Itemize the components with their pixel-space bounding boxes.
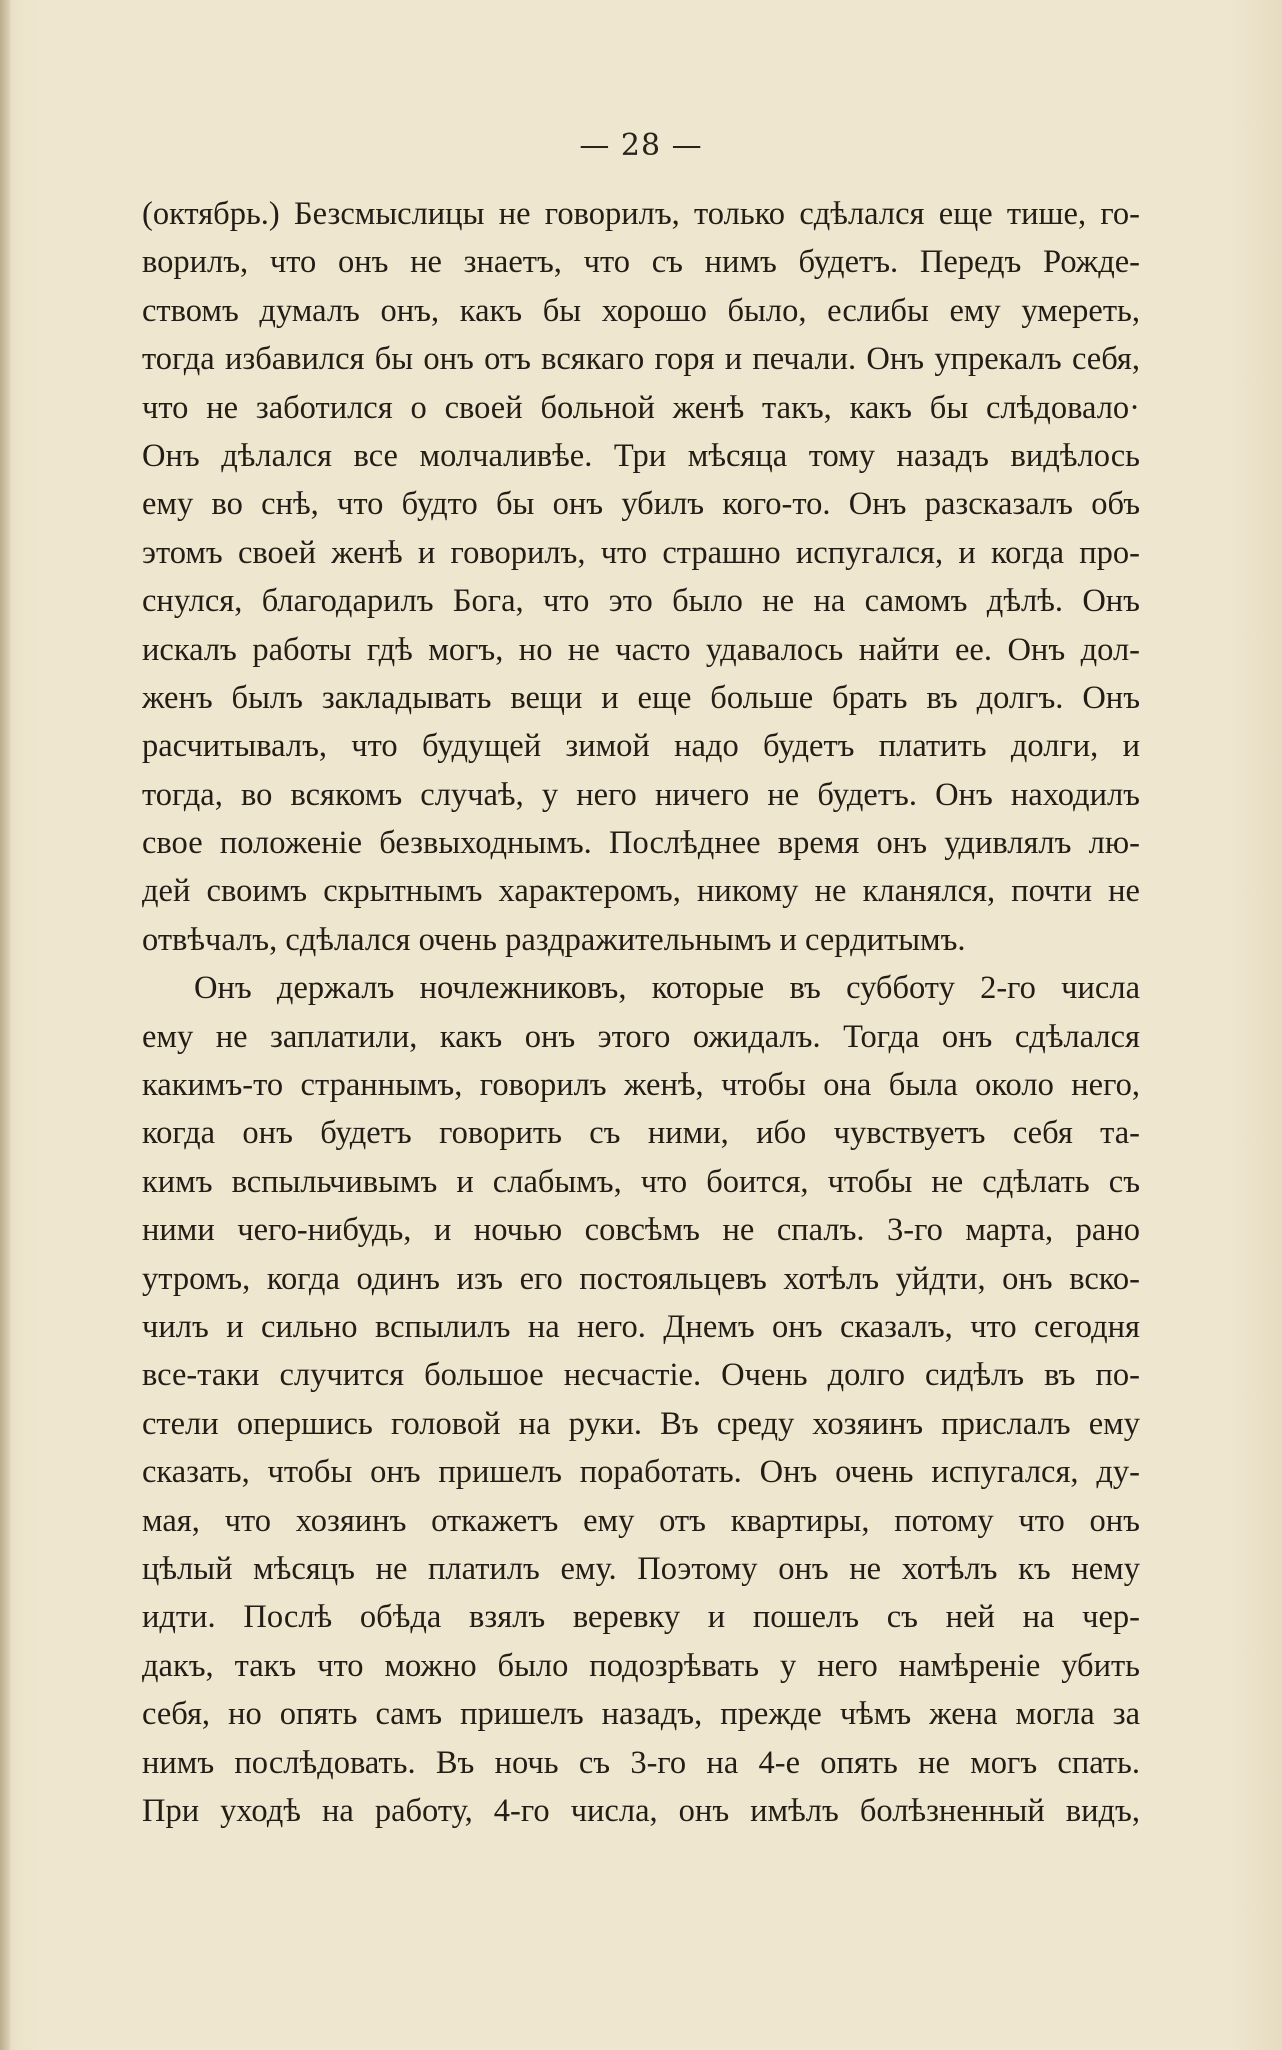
text-line: ему во снѣ, что будто бы онъ убилъ кого-то. Онъ разсказалъ объ xyxy=(142,486,1140,523)
text-line: тогда избавился бы онъ отъ всякаго горя и печали. Онъ упрекалъ себя, xyxy=(142,341,1140,378)
text-line: все-таки случится большое несчастіе. Очень долго сидѣлъ въ по- xyxy=(142,1357,1140,1394)
text-line: нимъ послѣдовать. Въ ночь съ 3-го на 4-е опять не могъ спать. xyxy=(142,1744,1140,1781)
text-line: какимъ-то страннымъ, говорилъ женѣ, чтобы она была около него, xyxy=(142,1067,1140,1104)
body-text xyxy=(142,190,1140,1835)
text-line: дакъ, такъ что можно было подозрѣвать у него намѣреніе убить xyxy=(142,1647,1140,1684)
text-line: свое положеніе безвыходнымъ. Послѣднее время онъ удивлялъ лю- xyxy=(142,825,1140,862)
page-binding-edge xyxy=(0,0,10,2050)
text-line: ему не заплатили, какъ онъ этого ожидалъ. Тогда онъ сдѣлался xyxy=(142,1018,1140,1055)
text-line: что не заботился о своей больной женѣ такъ, какъ бы слѣдовало· xyxy=(142,389,1140,426)
text-line: дей своимъ скрытнымъ характеромъ, никому не кланялся, почти не xyxy=(142,873,1140,910)
text-line: этомъ своей женѣ и говорилъ, что страшно испугался, и когда про- xyxy=(142,534,1140,571)
text-line: При уходѣ на работу, 4-го числа, онъ имѣлъ болѣзненный видъ, xyxy=(142,1792,1140,1829)
text-line: ствомъ думалъ онъ, какъ бы хорошо было, еслибы ему умереть, xyxy=(142,292,1140,329)
text-line: идти. Послѣ обѣда взялъ веревку и пошелъ съ ней на чер- xyxy=(142,1599,1140,1636)
text-line: женъ былъ закладывать вещи и еще больше брать въ долгъ. Онъ xyxy=(142,679,1140,716)
text-line: цѣлый мѣсяцъ не платилъ ему. Поэтому онъ не хотѣлъ къ нему xyxy=(142,1550,1140,1587)
text-line: когда онъ будетъ говорить съ ними, ибо чувствуетъ себя та- xyxy=(142,1115,1140,1152)
text-line: ними чего-нибудь, и ночью совсѣмъ не спалъ. 3-го марта, рано xyxy=(142,1212,1140,1249)
page-number: — 28 — xyxy=(579,128,703,163)
text-line: искалъ работы гдѣ могъ, но не часто удавалось найти ее. Онъ дол- xyxy=(142,631,1140,668)
text-line: снулся, благодарилъ Бога, что это было не на самомъ дѣлѣ. Онъ xyxy=(142,583,1140,620)
text-line: Онъ держалъ ночлежниковъ, которые въ субботу 2-го числа xyxy=(194,970,1140,1007)
text-line: утромъ, когда одинъ изъ его постояльцевъ хотѣлъ уйдти, онъ вско- xyxy=(142,1260,1140,1297)
text-line: Онъ дѣлался все молчаливѣе. Три мѣсяца тому назадъ видѣлось xyxy=(142,437,1140,474)
text-line: чилъ и сильно вспылилъ на него. Днемъ онъ сказалъ, что сегодня xyxy=(142,1308,1140,1345)
text-line: стели опершись головой на руки. Въ среду хозяинъ прислалъ ему xyxy=(142,1405,1140,1442)
text-line: ворилъ, что онъ не знаетъ, что съ нимъ будетъ. Передъ Рожде- xyxy=(142,244,1140,281)
paragraph-2 xyxy=(142,964,1140,1835)
text-line: сказать, чтобы онъ пришелъ поработать. Онъ очень испугался, ду- xyxy=(142,1454,1140,1491)
paragraph-1 xyxy=(142,190,1140,964)
text-line: (октябрь.) Безсмыслицы не говорилъ, только сдѣлался еще тише, го- xyxy=(142,196,1140,232)
text-line: мая, что хозяинъ откажетъ ему отъ квартиры, потому что онъ xyxy=(142,1502,1140,1539)
text-line: себя, но опять самъ пришелъ назадъ, прежде чѣмъ жена могла за xyxy=(142,1696,1140,1733)
text-line: отвѣчалъ, сдѣлался очень раздражительнымъ и сердитымъ. xyxy=(142,921,966,958)
text-line: расчитывалъ, что будущей зимой надо будетъ платить долги, и xyxy=(142,728,1140,765)
text-line: тогда, во всякомъ случаѣ, у него ничего не будетъ. Онъ находилъ xyxy=(142,776,1140,813)
text-line: кимъ вспыльчивымъ и слабымъ, что боится, чтобы не сдѣлать съ xyxy=(142,1163,1140,1200)
